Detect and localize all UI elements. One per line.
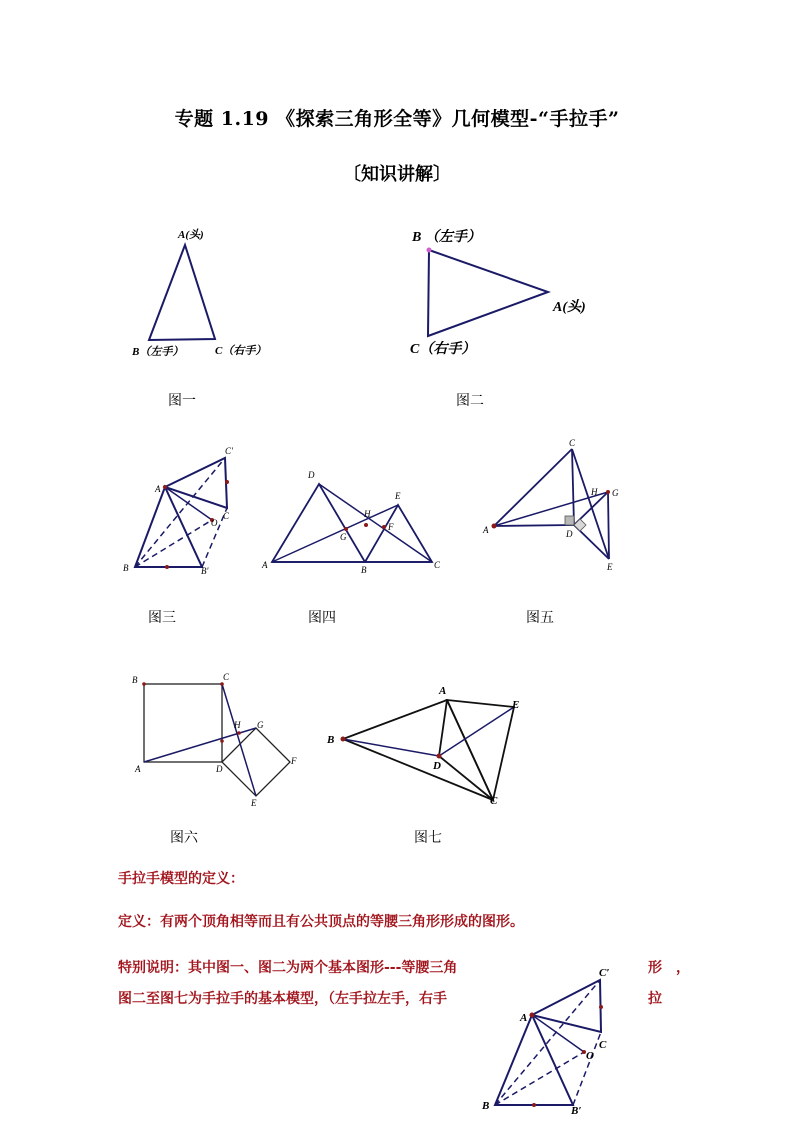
figure-7 bbox=[320, 680, 540, 815]
note-line-1-left: 特别说明：其中图一、图二为两个基本图形---等腰三角 bbox=[118, 960, 458, 976]
note-line-2-right: 拉 bbox=[648, 991, 662, 1007]
fig8-label-b1: B′ bbox=[571, 1105, 582, 1117]
fig1-label-a: A(头) bbox=[178, 229, 204, 241]
fig6-label-h: H bbox=[234, 720, 241, 730]
fig3-label-o: O bbox=[211, 518, 218, 528]
fig7-label-d: D bbox=[433, 760, 441, 772]
fig4-caption: 图四 bbox=[308, 610, 336, 626]
fig3-label-c1: C′ bbox=[225, 446, 233, 456]
fig6-label-c: C bbox=[223, 672, 230, 682]
fig2-label-b: B （左手） bbox=[412, 230, 481, 245]
figure-2 bbox=[400, 220, 620, 370]
fig6-label-e: E bbox=[251, 798, 257, 808]
fig4-label-e: E bbox=[395, 491, 401, 501]
fig4-label-b: B bbox=[361, 565, 367, 575]
fig4-label-h: H bbox=[364, 509, 371, 519]
fig4-label-f: F bbox=[388, 522, 394, 532]
fig6-label-f: F bbox=[291, 756, 297, 766]
figure-5 bbox=[478, 435, 638, 575]
fig6-label-b: B bbox=[132, 675, 138, 685]
note-line-1-right: 形 ， bbox=[648, 960, 690, 976]
definition-heading: 手拉手模型的定义： bbox=[118, 871, 244, 887]
fig4-label-g: G bbox=[340, 532, 347, 542]
fig6-label-a: A bbox=[135, 764, 141, 774]
fig7-label-b: B bbox=[327, 734, 335, 746]
fig8-label-c1: C′ bbox=[599, 967, 610, 979]
fig7-label-a: A bbox=[439, 685, 447, 697]
fig8-label-o: O bbox=[586, 1050, 594, 1062]
fig2-label-c: C（右手） bbox=[410, 342, 476, 357]
fig2-label-a: A(头) bbox=[553, 300, 586, 315]
fig5-label-g: G bbox=[612, 488, 619, 498]
fig4-label-c: C bbox=[434, 560, 441, 570]
figure-1 bbox=[120, 220, 300, 370]
fig5-label-e: E bbox=[607, 562, 613, 572]
fig3-label-b1: B′ bbox=[201, 566, 209, 576]
fig5-label-c: C bbox=[569, 438, 576, 448]
fig3-label-c: C bbox=[223, 511, 230, 521]
note-line-2-left: 图二至图七为手拉手的基本模型，（左手拉左手，右手 bbox=[118, 991, 447, 1007]
figure-4 bbox=[258, 465, 448, 580]
fig5-label-d: D bbox=[566, 529, 573, 539]
fig3-label-b: B bbox=[123, 563, 129, 573]
fig8-label-b: B bbox=[482, 1100, 490, 1112]
fig8-label-a: A bbox=[520, 1012, 528, 1024]
fig4-label-d: D bbox=[308, 470, 315, 480]
fig5-label-a: A bbox=[483, 525, 489, 535]
page-title: 专题 1.19 《探索三角形全等》几何模型-“手拉手” bbox=[174, 108, 620, 130]
fig6-label-d: D bbox=[216, 764, 223, 774]
definition-text: 定义：有两个顶角相等而且有公共顶点的等腰三角形形成的图形。 bbox=[118, 914, 524, 930]
fig1-label-c: C（右手） bbox=[215, 345, 267, 357]
figure-6 bbox=[128, 668, 308, 813]
fig5-label-h: H bbox=[591, 487, 598, 497]
fig3-caption: 图三 bbox=[148, 610, 176, 626]
figure-8 bbox=[475, 962, 625, 1117]
fig6-label-g: G bbox=[257, 720, 264, 730]
fig7-label-e: E bbox=[512, 699, 520, 711]
figure-3 bbox=[115, 440, 255, 580]
fig6-caption: 图六 bbox=[170, 830, 198, 846]
fig7-caption: 图七 bbox=[414, 830, 442, 846]
fig3-label-a: A bbox=[155, 484, 161, 494]
fig7-label-c: C bbox=[490, 795, 498, 807]
fig5-caption: 图五 bbox=[526, 610, 554, 626]
fig1-caption: 图一 bbox=[168, 393, 196, 409]
fig2-caption: 图二 bbox=[456, 393, 484, 409]
fig1-label-b: B（左手） bbox=[132, 346, 184, 358]
fig4-label-a: A bbox=[262, 560, 268, 570]
fig8-label-c: C bbox=[599, 1039, 607, 1051]
page-subtitle: 〔知识讲解〕 bbox=[343, 164, 451, 185]
